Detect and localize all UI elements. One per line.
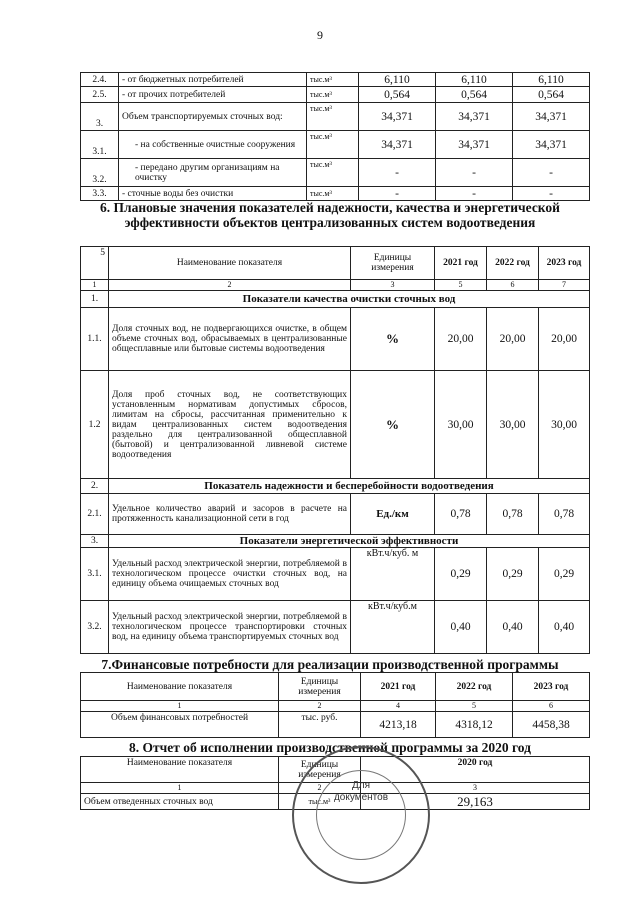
organization-stamp (292, 746, 430, 884)
header-year-2022: 2022 год (436, 673, 513, 701)
row-value-2021: 34,371 (359, 103, 436, 131)
column-number: 1 (81, 783, 279, 794)
row-unit: тыс.м³ (307, 159, 359, 187)
table-production-volumes (80, 72, 590, 201)
row-number: 3. (81, 103, 119, 131)
row-name: - на собственные очистные сооружения (119, 131, 307, 159)
row-name: - от прочих потребителей (119, 87, 307, 103)
row-unit: тыс. руб. (279, 712, 361, 738)
header-name: Наименование показателя (81, 673, 279, 701)
row-value-2023: 34,371 (513, 103, 590, 131)
row-unit: кВт.ч/куб.м (351, 601, 435, 654)
row-unit: % (351, 371, 435, 479)
group-title: Показатель надежности и бесперебойности водоотведения (109, 479, 590, 494)
row-unit: тыс.м³ (307, 87, 359, 103)
column-number: 6 (487, 280, 539, 291)
stamp-text-line2: документов (333, 792, 389, 803)
row-text: Удельный расход электрической энергии, потребляемой в технологическом процессе очистки сточных вод, на единицу объема очищаемых сточных вод (109, 548, 351, 601)
row-text: Доля сточных вод, не подвергающихся очистке, в общем объеме сточных вод, обрасываемых в централизованные общесплавные или бытовые системы водоотведения (109, 308, 351, 371)
row-value-2022: 6,110 (436, 73, 513, 87)
row-number: 2.4. (81, 73, 119, 87)
table-row (81, 103, 590, 131)
row-value-2020: 29,163 (361, 794, 590, 810)
row-value-2022: 0,40 (487, 601, 539, 654)
row-number: 2.5. (81, 87, 119, 103)
row-value-2022: - (436, 187, 513, 201)
group-title: Показатели энергетической эффективности (109, 535, 590, 548)
header-number: 5 (81, 247, 109, 280)
row-number: 1.1. (81, 308, 109, 371)
header-year-2023: 2023 год (513, 673, 590, 701)
row-value-2021: 6,110 (359, 73, 436, 87)
row-value-2021: 0,564 (359, 87, 436, 103)
row-text: Удельное количество аварий и засоров в расчете на протяженность канализационной сети в год (109, 494, 351, 535)
row-unit: тыс.м³ (307, 103, 359, 131)
section8-title: 8. Отчет об исполнении производственной программы за 2020 год (129, 740, 531, 755)
section6-title: 6. Плановые значения показателей надежности, качества и энергетической эффективности объектов централизованных систем водоотведения (100, 200, 560, 230)
group-number: 2. (81, 479, 109, 494)
group-number: 3. (81, 535, 109, 548)
row-unit: кВт.ч/куб. м (351, 548, 435, 601)
row-value-2022: 0,564 (436, 87, 513, 103)
column-number: 6 (513, 701, 590, 712)
row-value-2023: - (513, 187, 590, 201)
row-name: Объем финансовых потребностей (81, 712, 279, 738)
column-number: 5 (436, 701, 513, 712)
header-unit: Единицы измерения (351, 247, 435, 280)
row-name: Объем отведенных сточных вод (81, 794, 279, 810)
row-value-2023: 34,371 (513, 131, 590, 159)
column-number: 5 (435, 280, 487, 291)
stamp-text-line1: Для (351, 780, 371, 791)
row-value-2022: 34,371 (436, 103, 513, 131)
row-value-2023: 0,564 (513, 87, 590, 103)
table-row (81, 87, 590, 103)
row-value-2023: 4458,38 (513, 712, 590, 738)
header-year-2021: 2021 год (361, 673, 436, 701)
row-text: Доля проб сточных вод, не соответствующих установленным нормативам допустимых сбросов, лимитам на сбросы, рассчитанная применительно к видам централизованных систем водоотведения раздельно для централизованной общесплавной (бытовой) и централизованной ливневой системе водоотведения (109, 371, 351, 479)
row-text: Удельный расход электрической энергии, потребляемой в технологическом процессе транспортировки сточных вод, на единицу объема транспортируемых сточных вод (109, 601, 351, 654)
row-number: 3.2. (81, 159, 119, 187)
table-row (81, 548, 590, 601)
row-unit: Ед./км (351, 494, 435, 535)
column-number: 7 (539, 280, 590, 291)
column-numbers-row (81, 280, 590, 291)
row-unit: тыс.м³ (279, 794, 361, 810)
column-number: 2 (279, 783, 361, 794)
page-number: 9 (317, 28, 323, 42)
row-value-2021: 34,371 (359, 131, 436, 159)
table-section6 (80, 246, 590, 654)
column-number: 4 (361, 701, 436, 712)
row-name: Объем транспортируемых сточных вод: (119, 103, 307, 131)
column-number: 1 (81, 280, 109, 291)
column-number: 2 (279, 701, 361, 712)
group-number: 1. (81, 291, 109, 308)
row-number: 3.1. (81, 548, 109, 601)
row-name: - сточные воды без очистки (119, 187, 307, 201)
header-year-2023: 2023 год (539, 247, 590, 280)
group-header-row (81, 479, 590, 494)
row-value-2021: - (359, 159, 436, 187)
row-value-2023: - (513, 159, 590, 187)
group-header-row (81, 291, 590, 308)
row-value-2023: 30,00 (539, 371, 590, 479)
header-unit: Единицы измерения (279, 757, 361, 783)
row-number: 3.3. (81, 187, 119, 201)
row-unit: тыс.м³ (307, 131, 359, 159)
row-value-2022: 0,78 (487, 494, 539, 535)
table-row (81, 73, 590, 87)
row-name: - передано другим организациям на очистку (119, 159, 307, 187)
table-header-row (81, 247, 590, 280)
table-row (81, 187, 590, 201)
row-unit: тыс.м³ (307, 187, 359, 201)
row-value-2022: 30,00 (487, 371, 539, 479)
row-number: 3.2. (81, 601, 109, 654)
table-row (81, 371, 590, 479)
column-number: 2 (109, 280, 351, 291)
header-year-2020: 2020 год (361, 757, 590, 783)
row-value-2022: 0,29 (487, 548, 539, 601)
section7-title: 7.Финансовые потребности для реализации производственной программы (101, 657, 559, 672)
row-number: 3.1. (81, 131, 119, 159)
row-value-2022: 20,00 (487, 308, 539, 371)
table-row (81, 494, 590, 535)
row-value-2023: 0,29 (539, 548, 590, 601)
table-row (81, 712, 590, 738)
table-row (81, 308, 590, 371)
header-name: Наименование показателя (109, 247, 351, 280)
column-number: 3 (361, 783, 590, 794)
row-value-2023: 6,110 (513, 73, 590, 87)
row-value-2022: - (436, 159, 513, 187)
row-value-2021: 0,40 (435, 601, 487, 654)
row-value-2021: 0,78 (435, 494, 487, 535)
header-name: Наименование показателя (81, 757, 279, 783)
column-number: 3 (351, 280, 435, 291)
header-year-2022: 2022 год (487, 247, 539, 280)
group-header-row (81, 535, 590, 548)
table-row (81, 159, 590, 187)
row-value-2023: 20,00 (539, 308, 590, 371)
row-value-2022: 34,371 (436, 131, 513, 159)
row-value-2021: 4213,18 (361, 712, 436, 738)
table-section7 (80, 672, 590, 738)
table-row (81, 601, 590, 654)
header-year-2021: 2021 год (435, 247, 487, 280)
row-value-2021: 30,00 (435, 371, 487, 479)
row-value-2021: 0,29 (435, 548, 487, 601)
table-header-row (81, 673, 590, 701)
header-unit: Единицы измерения (279, 673, 361, 701)
row-number: 1.2 (81, 371, 109, 479)
stamp-text (294, 780, 428, 804)
row-value-2023: 0,40 (539, 601, 590, 654)
row-value-2022: 4318,12 (436, 712, 513, 738)
row-value-2023: 0,78 (539, 494, 590, 535)
row-number: 2.1. (81, 494, 109, 535)
row-unit: тыс.м³ (307, 73, 359, 87)
row-value-2021: - (359, 187, 436, 201)
table-row (81, 131, 590, 159)
row-value-2021: 20,00 (435, 308, 487, 371)
row-name: - от бюджетных потребителей (119, 73, 307, 87)
column-number: 1 (81, 701, 279, 712)
column-numbers-row (81, 701, 590, 712)
group-title: Показатели качества очистки сточных вод (109, 291, 590, 308)
row-unit: % (351, 308, 435, 371)
